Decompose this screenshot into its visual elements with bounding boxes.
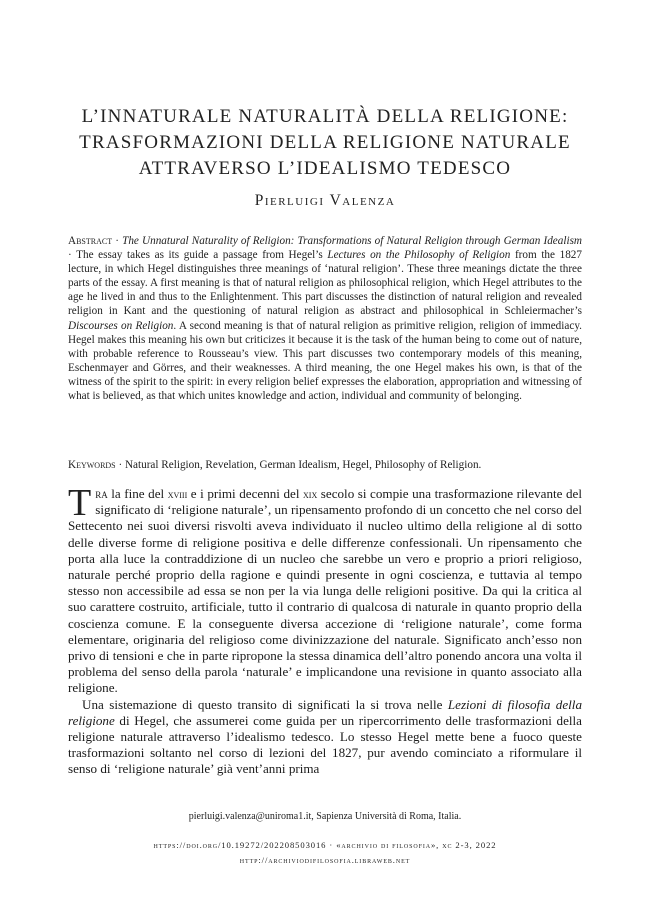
roman-numeral-18: xviii (167, 487, 188, 501)
doi-line: https://doi.org/10.19272/202208503016 · «archivio di filosofia», xc 2-3, 2022 (153, 840, 497, 850)
body-text-run: secolo si compie una trasformazione rilevante del significato di ‘religione naturale’, un ripensamento profondo di un concetto che nel corso del Settecento nei suoi diversi risvolti aveva individuato il nucleo ultimo della religione al di sotto delle diverse forme di religione positiva e delle differenze confessionali. Un ripensamento che porta alla luce la contraddizione di un nucleo che sarebbe un vero e proprio a priori religioso, naturale perché proprio della ragione e quindi presente in ogni coscienza, e tuttavia al tempo stesso non accessibile ad essa se non per la via lunga delle religioni positive. Da qui la critica al suo carattere costruito, artificiale, tutto il contrario di qualcosa di naturale in quanto proprio della coscienza comune. E la conseguente diversa accezione di ‘religione naturale’, come forma elementare, originaria del religioso come divinizzazione del naturale. Significato anch’esso non privo di tensioni e che in parte ripropone la stessa dinamica dell’altro ponendo ancora una volta il problema del senso della parola ‘naturale’ e implicandone una revisione in quanto associato alla religione. (68, 486, 582, 696)
roman-numeral-19: xix (303, 487, 318, 501)
abstract-text-2: from the 1827 lecture, in which Hegel distinguishes three meanings of ‘natural religion’. These three meanings dictate the three parts of the essay. A first meaning is that of natural religion as philosophical religion, which Hegel attributes to the age he lived in and thus to the Enlightenment. This part discusses the distinction of natural religion and revealed religion in Kant and the questioning of natural religion as abstract and philosophical in Schleiermacher’s (68, 249, 582, 318)
body-text-run: Una sistemazione di questo transito di significati la si trova nelle (82, 696, 448, 712)
abstract (68, 234, 582, 403)
journal-url: http://archiviodifilosofia.libraweb.net (239, 855, 411, 865)
abstract-separator: · (112, 235, 123, 247)
drop-cap: T (68, 482, 92, 524)
abstract-text-1: · The essay takes as its guide a passage from Hegel’s (68, 249, 328, 262)
title-line-3: ATTRAVERSO L’IDEALISMO TEDESCO (138, 158, 512, 179)
abstract-english-title: The Unnatural Naturality of Religion: Transformations of Natural Religion through German Idealism (122, 235, 582, 247)
title-line-1: L’INNATURALE NATURALITÀ DELLA RELIGIONE: (81, 106, 569, 127)
body-text-run: e i primi decenni del (187, 486, 304, 501)
body-paragraph-1 (68, 482, 582, 697)
body-text (68, 482, 582, 778)
abstract-label: Abstract (68, 235, 113, 247)
keywords-text: · Natural Religion, Revelation, German Idealism, Hegel, Philosophy of Religion. (115, 459, 482, 471)
paper-title (40, 104, 610, 182)
body-paragraph-2 (68, 697, 582, 778)
abstract-discourses-title: Discourses on Religion (68, 319, 174, 332)
keywords-label: Keywords (68, 459, 116, 471)
author-name: Pierluigi Valenza (254, 192, 396, 209)
keywords (68, 458, 582, 472)
lezioni-title: Lezioni di filosofia della religione (68, 696, 582, 728)
title-line-2: TRASFORMAZIONI DELLA RELIGIONE NATURALE (79, 132, 571, 153)
abstract-lectures-title: Lectures on the Philosophy of Religion (327, 249, 511, 262)
abstract-text-3: . A second meaning is that of natural religion as primitive religion, religion of immediacy. Hegel makes this meaning his own but criticizes it because it is the task of the human being to come out of nature, with probable reference to Rousseau’s view. This part discusses two contemporary models of this meaning, Eschenmayer and Görres, and their weaknesses. A third meaning, the one Hegel makes his own, is that of the witness of the spirit to the spirit: in every religion belief expresses the elaboration, appropriation and witnessing of what is believed, as that which unites knowledge and action, individual and community of belonging. (68, 319, 582, 403)
body-text-run: di Hegel, che assumerei come guida per un ripercorrimento delle trasformazioni della religione naturale attraverso l’idealismo tedesco. Lo stesso Hegel mette bene a fuoco queste trasformazioni soltanto nel corso di lezioni del 1827, pur avendo cominciato a riformulare il senso di ‘religione naturale’ già vent’anni prima (68, 712, 582, 777)
first-word-rest: ra (95, 486, 108, 501)
author-affiliation-footnote: pierluigi.valenza@uniroma1.it, Sapienza Università di Roma, Italia. (188, 811, 462, 822)
body-text-run: la fine del (107, 486, 168, 501)
